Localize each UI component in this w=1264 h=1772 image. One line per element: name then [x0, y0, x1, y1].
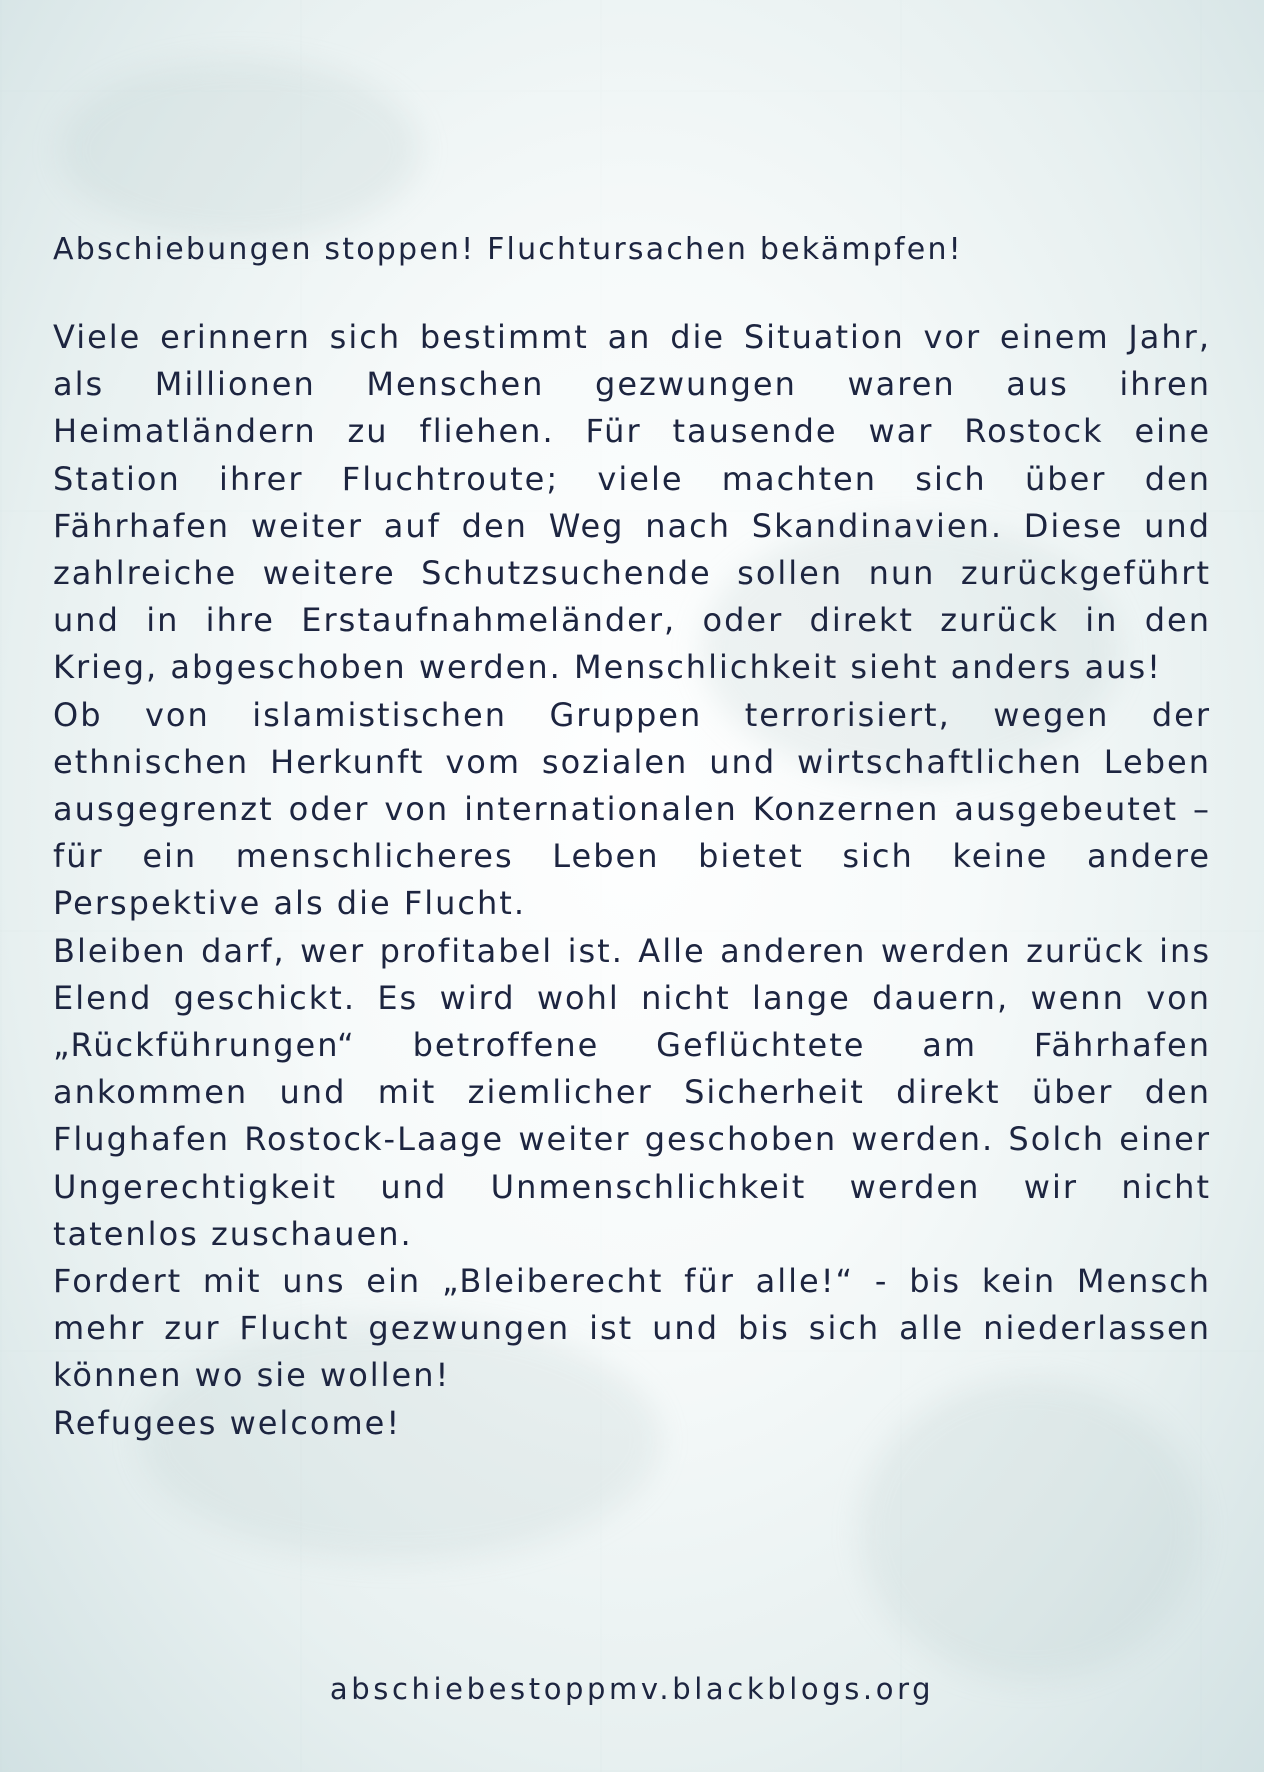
- footer-url: abschiebestoppmv.blackblogs.org: [329, 1672, 935, 1706]
- paragraph-2: Ob von islamistischen Gruppen terrorisiert, wegen der ethnischen Herkunft vom sozialen und wirtschaftlichen Leben ausgegrenzt oder von internationalen Konzernen ausgebeutet – für ein menschlicheres Leben bietet sich keine andere Perspektive als die Flucht.: [53, 695, 1211, 923]
- paragraph-4: Fordert mit uns ein „Bleiberecht für alle!“ - bis kein Mensch mehr zur Flucht gezwungen ist und bis sich alle niederlassen können wo sie wollen!: [53, 1262, 1211, 1395]
- page-title: Abschiebungen stoppen! Fluchtursachen bekämpfen!: [53, 232, 963, 267]
- paragraph-3: Bleiben darf, wer profitabel ist. Alle anderen werden zurück ins Elend geschickt. Es wird wohl nicht lange dauern, wenn von „Rückführungen“ betroffene Geflüchtete am Fährhafen ankommen und mit ziemlicher Sicherheit direkt über den Flughafen Rostock-Laage weiter geschoben werden. Solch einer Ungerechtigkeit und Unmenschlichkeit werden wir nicht tatenlos zuschauen.: [53, 931, 1211, 1253]
- flyer-content: [53, 232, 1211, 1447]
- background-stain: [60, 60, 420, 240]
- paragraph-1: Viele erinnern sich bestimmt an die Situation vor einem Jahr, als Millionen Menschen gezwungen waren aus ihren Heimatländern zu fliehen. Für tausende war Rostock eine Station ihrer Fluchtroute; viele machten sich über den Fährhafen weiter auf den Weg nach Skandinavien. Diese und zahlreiche weitere Schutzsuchende sollen nun zurückgeführt und in ihre Erstaufnahmeländer, oder direkt zurück in den Krieg, abgeschoben werden. Menschlichkeit sieht anders aus!: [53, 318, 1211, 687]
- paragraph-5: Refugees welcome!: [53, 1403, 402, 1442]
